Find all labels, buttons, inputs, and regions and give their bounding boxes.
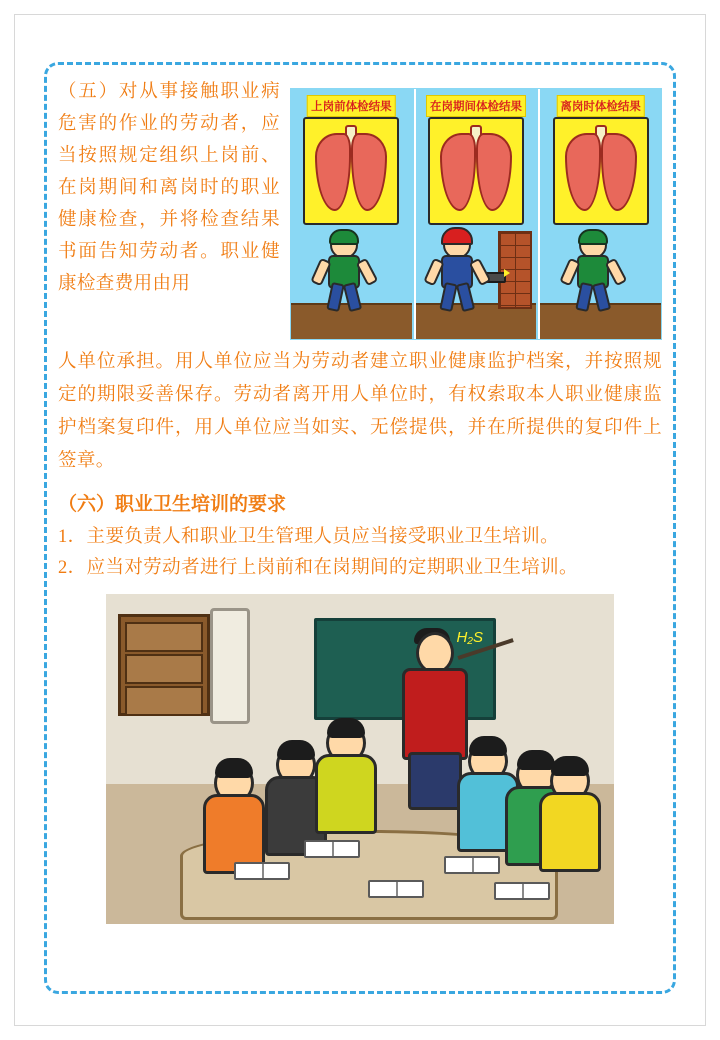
lung-left-shape: [440, 133, 476, 211]
worker-figure: [321, 231, 367, 309]
classroom-illustration: [106, 594, 614, 924]
lung-right-shape: [601, 133, 637, 211]
section-six-item-1: 1．主要负责人和职业卫生管理人员应当接受职业卫生培训。: [58, 527, 560, 547]
worker-legs: [329, 283, 359, 309]
student-hair: [551, 756, 589, 776]
comic-panel-3: [538, 89, 661, 339]
lungs-xray-icon: [428, 117, 524, 225]
worker-leg-a: [439, 282, 458, 312]
worker-legs: [442, 283, 472, 309]
page-content: [58, 76, 662, 982]
student-figure: [538, 760, 602, 870]
worker-hair: [329, 229, 359, 245]
teacher-legs: [408, 752, 462, 810]
safety-helmet-icon: [441, 227, 473, 245]
open-book: [444, 856, 500, 874]
spark-icon: [504, 269, 510, 277]
lung-right-shape: [476, 133, 512, 211]
comic-panel-2: [414, 89, 537, 339]
comic-strip: [290, 88, 662, 340]
worker-leg-a: [326, 282, 345, 312]
shelf-row: [125, 622, 203, 652]
comic-panel-2-title: 在岗期间体检结果: [426, 95, 526, 117]
section-five-top-block: [58, 76, 662, 338]
worker-figure-helmet: [434, 231, 480, 309]
open-book: [494, 882, 550, 900]
comic-panel-1: [291, 89, 412, 339]
shelf-row: [125, 686, 203, 716]
student-figure: [314, 722, 378, 832]
student-body: [315, 754, 377, 834]
open-book: [304, 840, 360, 858]
shelf-row: [125, 654, 203, 684]
student-hair: [327, 718, 365, 738]
student-figure: [202, 762, 266, 872]
lungs-xray-icon: [303, 117, 399, 225]
section-six-heading: （六）职业卫生培训的要求: [58, 494, 287, 515]
open-book: [234, 862, 290, 880]
student-body: [539, 792, 601, 872]
chalkboard-text: H₂S: [456, 629, 483, 646]
lung-left-shape: [565, 133, 601, 211]
bookshelf-cabinet: [118, 614, 210, 716]
lung-left-shape: [315, 133, 351, 211]
student-hair: [469, 736, 507, 756]
worker-legs: [578, 283, 608, 309]
section-six-item-2: 2．应当对劳动者进行上岗前和在岗期间的定期职业卫生培训。: [58, 558, 578, 578]
lungs-xray-icon: [553, 117, 649, 225]
section-five-column-text: （五）对从事接触职业病危害的作业的劳动者，应当按照规定组织上岗前、在岗期间和离岗时的职业健康检查，并将检查结果书面告知劳动者。职业健康检查费用由用: [58, 82, 280, 294]
comic-panel-1-title: 上岗前体检结果: [307, 95, 396, 117]
student-hair: [215, 758, 253, 778]
worker-hair: [578, 229, 608, 245]
lung-right-shape: [351, 133, 387, 211]
window-curtain: [210, 608, 250, 724]
worker-figure: [570, 231, 616, 309]
comic-panel-3-title: 离岗时体检结果: [556, 95, 645, 117]
section-five-continued-text: 人单位承担。用人单位应当为劳动者建立职业健康监护档案，并按照规定的期限妥善保存。劳动者离开用人单位时，有权索取本人职业健康监护档案复印件，用人单位应当如实、无偿提供，并在所提供的复印件上签章。: [58, 352, 662, 471]
open-book: [368, 880, 424, 898]
student-hair: [277, 740, 315, 760]
